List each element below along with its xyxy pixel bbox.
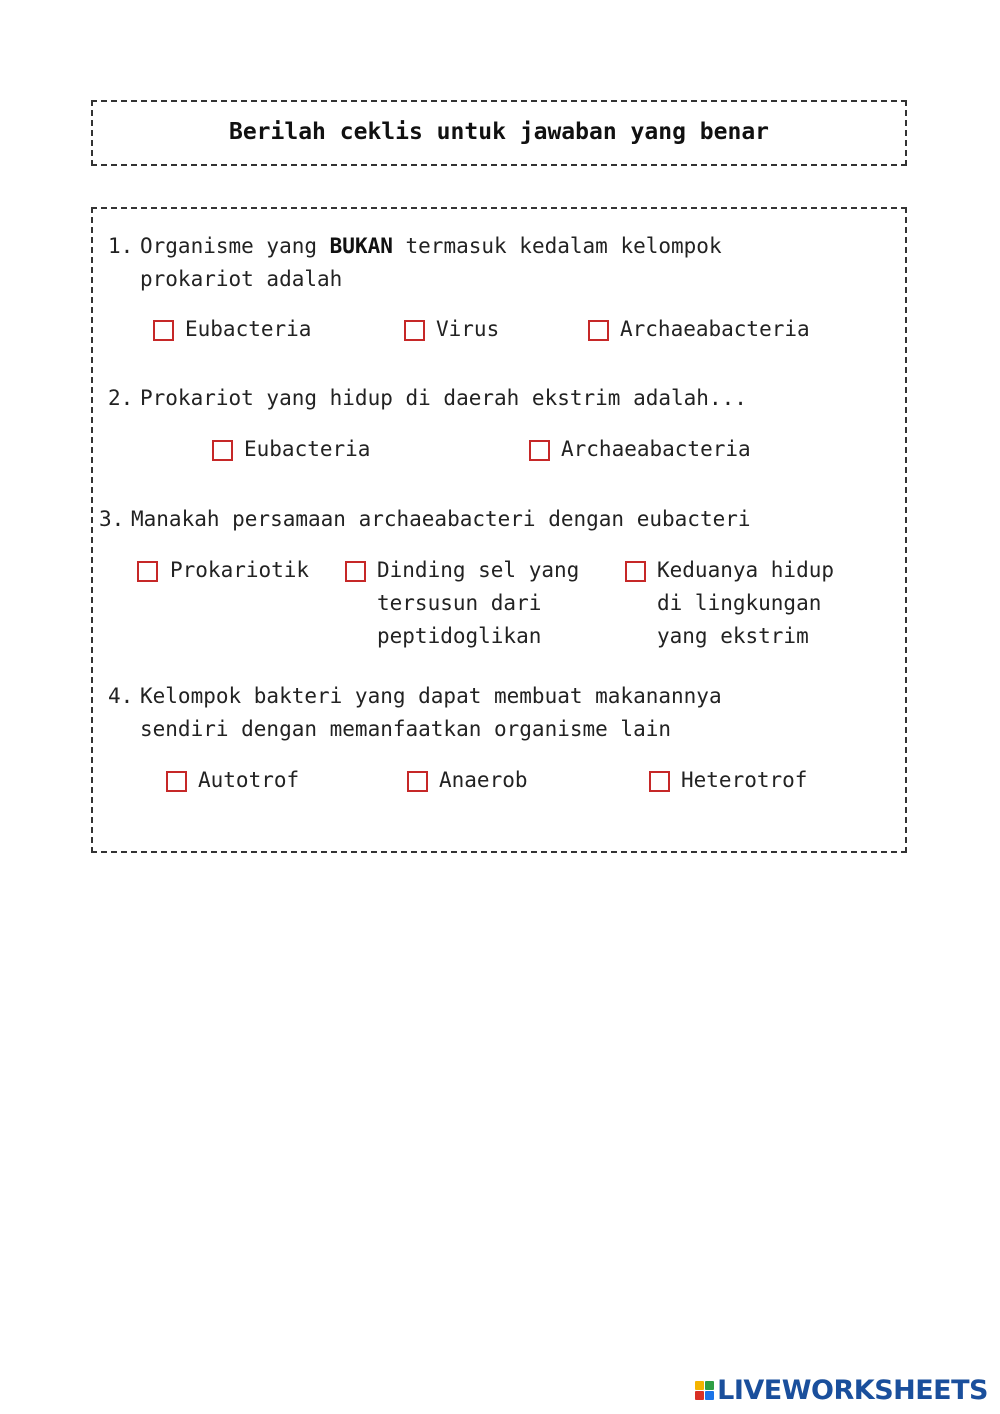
option-checkbox-heterotrof[interactable] (649, 771, 670, 792)
question-text: Organisme yang BUKAN termasuk kedalam kelompok (140, 234, 722, 258)
liveworksheets-logo-icon (695, 1381, 714, 1400)
logo-text: LIVEWORKSHEETS (717, 1374, 988, 1406)
option-checkbox-eubacteria[interactable] (153, 320, 174, 341)
option-label: Archaeabacteria (620, 317, 810, 341)
option-label: Anaerob (439, 768, 528, 792)
option-label: Eubacteria (185, 317, 312, 341)
option-checkbox-dinding-sel[interactable] (345, 561, 366, 582)
option-label-line3: yang ekstrim (657, 624, 809, 648)
option-label: Prokariotik (170, 558, 310, 582)
option-checkbox-anaerob[interactable] (407, 771, 428, 792)
option-label-line3: peptidoglikan (377, 624, 542, 648)
option-label: Virus (436, 317, 500, 341)
question-emphasis: BUKAN (329, 234, 393, 258)
option-checkbox-archaeabacteria[interactable] (588, 320, 609, 341)
option-checkbox-autotrof[interactable] (166, 771, 187, 792)
option-label-line2: di lingkungan (657, 591, 822, 615)
question-text-line2: prokariot adalah (140, 267, 343, 291)
question-text-line2: sendiri dengan memanfaatkan organisme lain (140, 717, 672, 741)
question-number: 3. (99, 507, 125, 531)
option-label-line1: Dinding sel yang (377, 558, 580, 582)
liveworksheets-logo (695, 1376, 988, 1404)
question-number: 2. (108, 386, 134, 410)
option-checkbox-prokariotik[interactable] (137, 561, 158, 582)
instruction-title: Berilah ceklis untuk jawaban yang benar (228, 119, 770, 145)
option-checkbox-archaeabacteria[interactable] (529, 440, 550, 461)
option-label: Archaeabacteria (561, 437, 751, 461)
option-label: Autotrof (198, 768, 300, 792)
question-text: Prokariot yang hidup di daerah ekstrim adalah... (140, 386, 747, 410)
option-checkbox-virus[interactable] (404, 320, 425, 341)
instruction-box (91, 100, 907, 166)
option-label: Heterotrof (681, 768, 808, 792)
option-checkbox-keduanya-hidup[interactable] (625, 561, 646, 582)
question-text: Kelompok bakteri yang dapat membuat makanannya (140, 684, 722, 708)
question-text: Manakah persamaan archaeabacteri dengan eubacteri (131, 507, 751, 531)
option-label-line1: Keduanya hidup (657, 558, 835, 582)
option-label-line2: tersusun dari (377, 591, 542, 615)
option-label: Eubacteria (244, 437, 371, 461)
question-number: 4. (108, 684, 134, 708)
question-number: 1. (108, 234, 134, 258)
option-checkbox-eubacteria[interactable] (212, 440, 233, 461)
